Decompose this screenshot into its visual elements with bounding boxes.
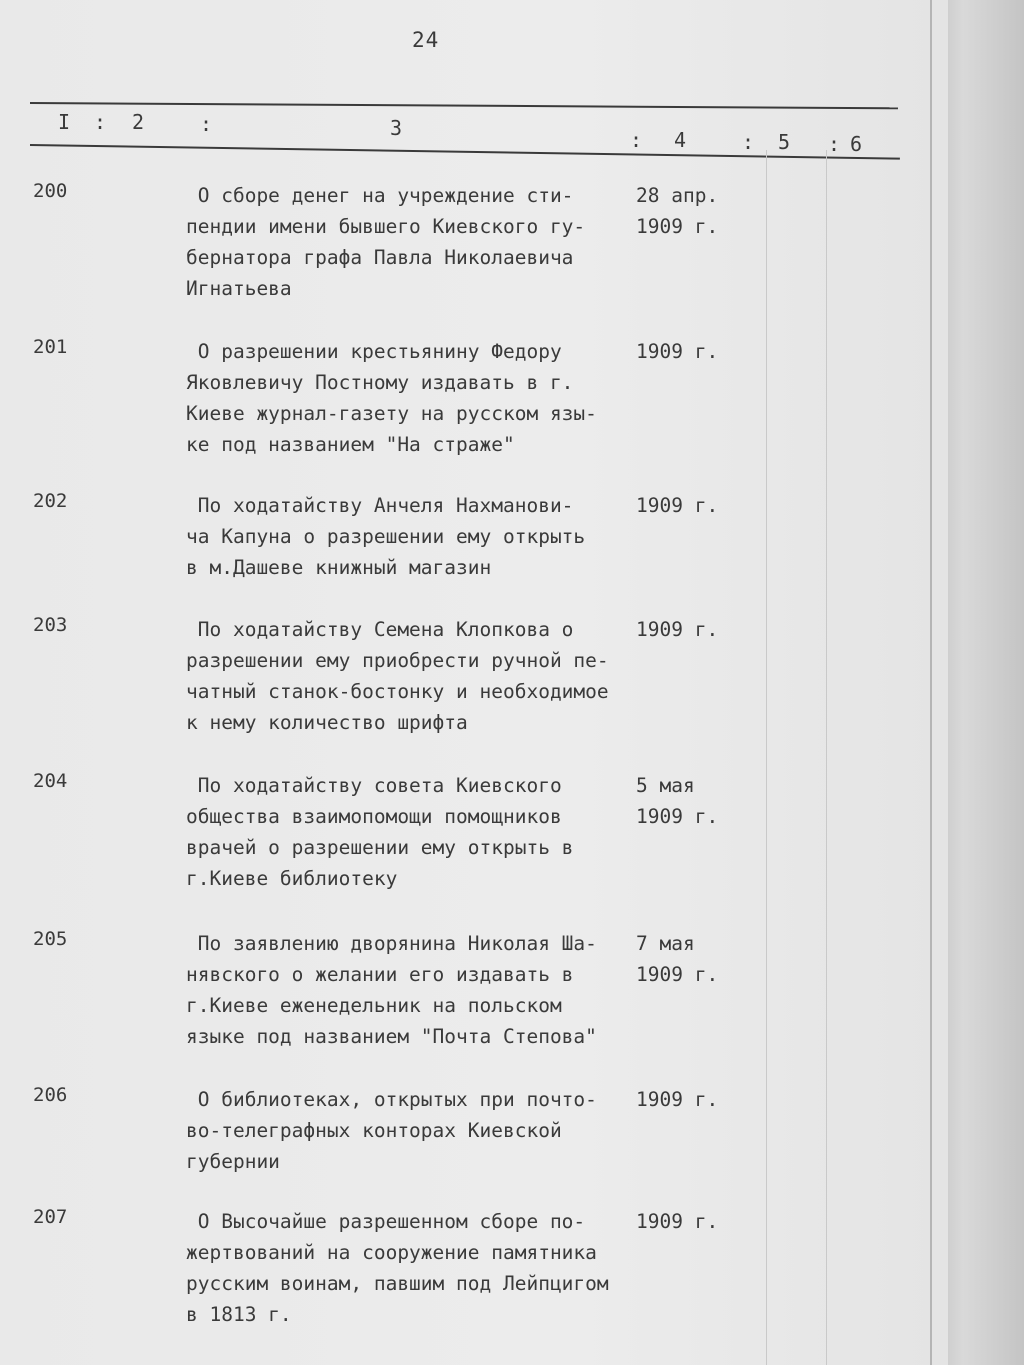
entry-number: 200 bbox=[33, 180, 68, 202]
entry-date: 1909 г. bbox=[636, 618, 719, 641]
column-separator: : bbox=[200, 112, 213, 136]
column-header-row bbox=[0, 108, 948, 156]
page-edge-line bbox=[930, 0, 932, 1365]
entry-number: 204 bbox=[33, 770, 68, 792]
entry-date: 7 мая 1909 г. bbox=[636, 932, 719, 986]
entry-date: 5 мая 1909 г. bbox=[636, 774, 719, 828]
column-header-2: 2 bbox=[132, 110, 145, 134]
column-divider bbox=[766, 150, 767, 1365]
column-header-1: I bbox=[58, 110, 71, 134]
entry-number: 202 bbox=[33, 490, 68, 512]
entry-title: О библиотеках, открытых при почто- во-телеграфных конторах Киевской губернии bbox=[186, 1088, 597, 1173]
column-header-5: 5 bbox=[778, 130, 791, 154]
column-separator: : bbox=[828, 132, 841, 156]
page-number: 24 bbox=[412, 28, 440, 52]
entry-date: 1909 г. bbox=[636, 1210, 719, 1233]
column-header-6: 6 bbox=[850, 132, 863, 156]
entry-number: 201 bbox=[33, 336, 68, 358]
entry-number: 205 bbox=[33, 928, 68, 950]
entry-title: По ходатайству совета Киевского общества взаимопомощи помощников врачей о разрешении ему открыть в г.Киеве библиотеку bbox=[186, 774, 574, 890]
entry-number: 207 bbox=[33, 1206, 68, 1228]
column-separator: : bbox=[94, 110, 107, 134]
entry-date: 1909 г. bbox=[636, 494, 719, 517]
entry-title: О разрешении крестьянину Федору Яковлевичу Постному издавать в г. Киеве журнал-газету на русском язы- ке под названием "На страже" bbox=[186, 340, 597, 456]
column-separator: : bbox=[742, 130, 755, 154]
entry-date: 28 апр. 1909 г. bbox=[636, 184, 719, 238]
entry-title: По заявлению дворянина Николая Ша- нявского о желании его издавать в г.Киеве еженедельник на польском языке под названием "Почта Степова" bbox=[186, 932, 597, 1048]
column-divider bbox=[826, 150, 827, 1365]
entry-title: О сборе денег на учреждение сти- пендии имени бывшего Киевского гу- бернатора графа Павла Николаевича Игнатьева bbox=[186, 184, 586, 300]
entry-date: 1909 г. bbox=[636, 1088, 719, 1111]
entry-title: По ходатайству Семена Клопкова о разрешении ему приобрести ручной пе- чатный станок-бостонку и необходимое к нему количество шрифта bbox=[186, 618, 609, 734]
column-separator: : bbox=[630, 128, 643, 152]
entry-date: 1909 г. bbox=[636, 340, 719, 363]
entry-title: По ходатайству Анчеля Нахманови- ча Капуна о разрешении ему открыть в м.Дашеве книжный магазин bbox=[186, 494, 586, 579]
page-edge bbox=[948, 0, 1024, 1365]
column-header-4: 4 bbox=[674, 128, 687, 152]
column-header-3: 3 bbox=[390, 116, 403, 140]
entry-title: О Высочайше разрешенном сборе по- жертвований на сооружение памятника русским воинам, павшим под Лейпцигом в 1813 г. bbox=[186, 1210, 609, 1326]
entry-number: 206 bbox=[33, 1084, 68, 1106]
entry-number: 203 bbox=[33, 614, 68, 636]
